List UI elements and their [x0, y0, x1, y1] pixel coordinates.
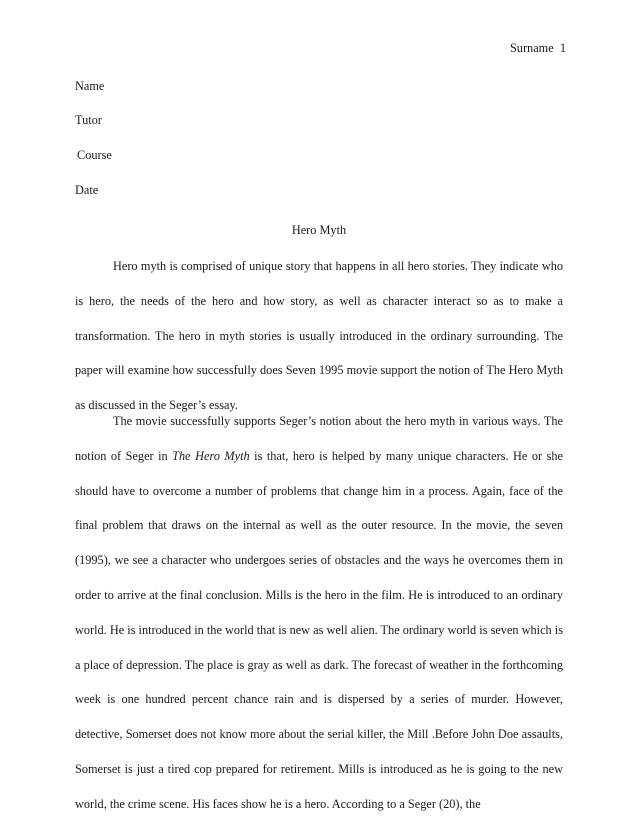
paragraph-2: [75, 404, 563, 822]
header-surname: Surname: [509, 41, 554, 55]
paragraph-2-part-2: is that, hero is helped by many unique characters. He or she should have to overcome a number of problems that change him in a process. Again, face of the final problem that draws on the internal as well as the outer resource. In the movie, the seven (1995), we see a character who undergoes series of obstacles and the ways he overcomes them in order to arrive at the final conclusion. Mills is the hero in the film. He is introduced to an ordinary world. He is introduced in the world that is new as well alien. The ordinary world is seven which is a place of depression. The place is gray as well as dark. The forecast of weather in the forthcoming week is one hundred percent chance rain and is dispersed by a series of murder. However, detective, Somerset does not know more about the serial killer, the Mill .Before John Doe assaults, Somerset is just a tired cop prepared for retirement. Mills is introduced as he is going to the new world, the crime scene. His faces show he is a hero. According to a Seger (20), the: [75, 448, 563, 811]
meta-name: Name: [75, 79, 105, 93]
meta-date: Date: [75, 183, 99, 197]
paragraph-2-italic-title: The Hero Myth: [172, 448, 250, 463]
paragraph-1: Hero myth is comprised of unique story that happens in all hero stories. They indicate who is hero, the needs of the hero and how story, as well as character interact so as to make a transformation. The hero in myth stories is usually introduced in the ordinary surrounding. The paper will examine how successfully does Seven 1995 movie support the notion of The Hero Myth as discussed in the Seger’s essay.: [75, 259, 563, 413]
header-page-number: 1: [559, 41, 566, 55]
meta-course: Course: [77, 148, 112, 162]
paragraph-2-part-1: The movie successfully supports Seger’s notion about the hero myth in various ways. The notion of Seger in: [75, 414, 563, 463]
essay-title: Hero Myth: [291, 223, 347, 237]
running-header: [510, 40, 566, 56]
meta-tutor: Tutor: [75, 113, 102, 127]
